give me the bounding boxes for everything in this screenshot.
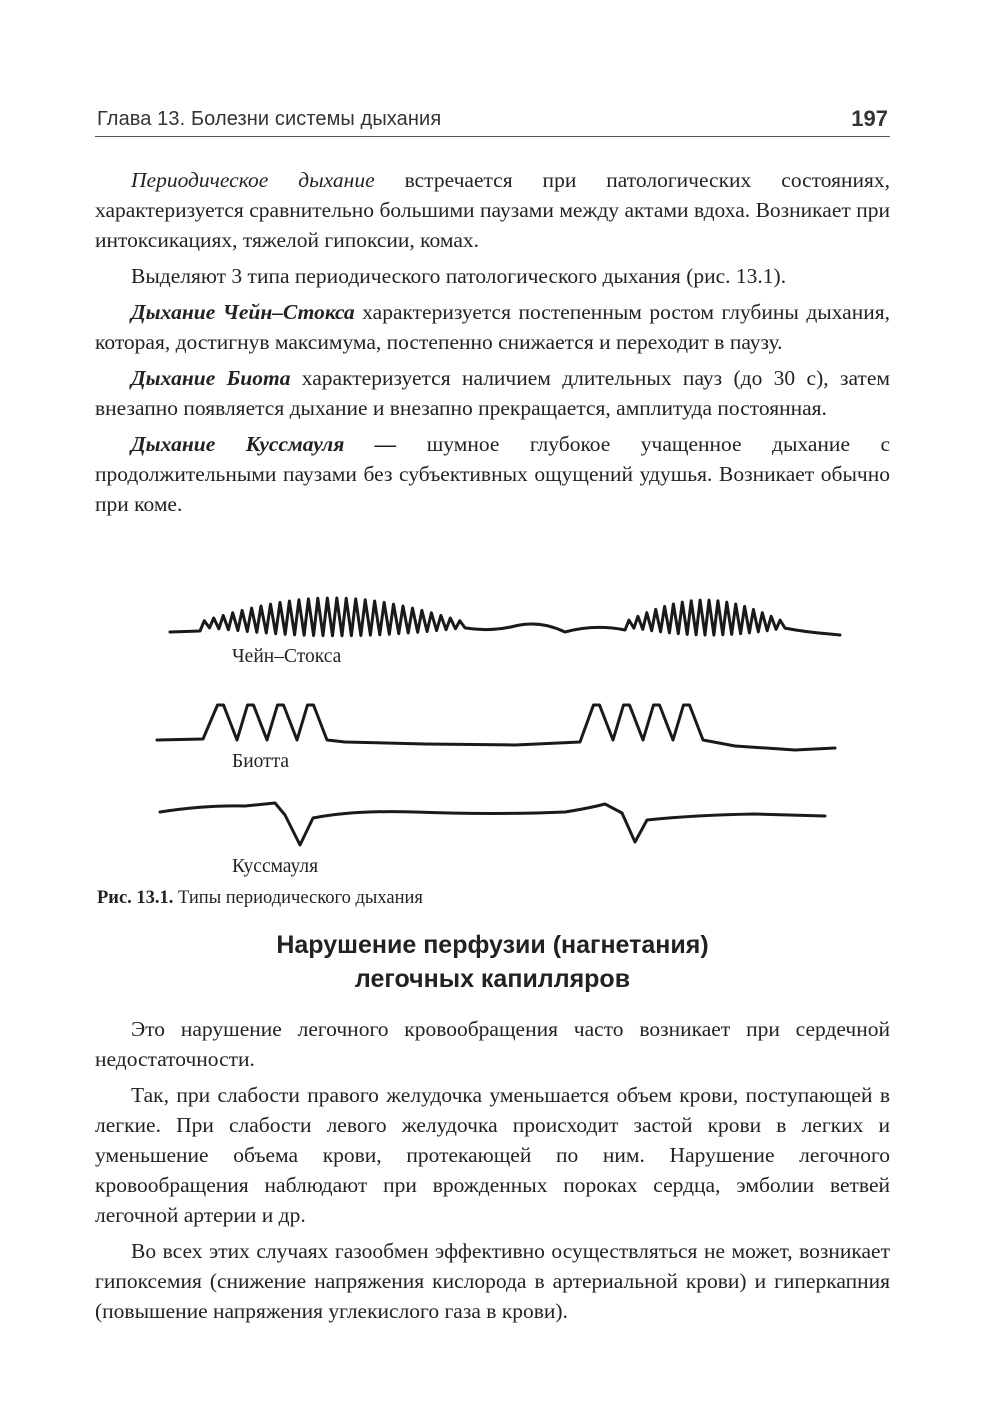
- paragraph-text: шумное глубокое учащенное дыхание с продолжительными паузами без субъективных ощущений удушья. Возникает обычно при коме.: [95, 432, 890, 516]
- page-number: 197: [851, 106, 888, 131]
- paragraph: Во всех этих случаях газообмен эффективно осуществляться не может, возникает гипоксемия (снижение напряжения кислорода в артериальной крови) и гиперкапния (повышение напряжения углекислого газа в крови).: [95, 1239, 890, 1323]
- term-biot: Дыхание Биота: [131, 366, 291, 390]
- paragraph: [95, 363, 890, 423]
- body-text-bottom: [95, 1014, 890, 1332]
- caption-number: Рис. 13.1.: [97, 888, 174, 908]
- paragraph: [95, 297, 890, 357]
- section-title-line: Нарушение перфузии (нагнетания): [276, 931, 709, 959]
- running-head: Глава 13. Болезни системы дыхания: [97, 108, 442, 130]
- body-text-top: [95, 165, 890, 525]
- figure-caption: [97, 888, 423, 909]
- label-biot: Биотта: [232, 751, 290, 772]
- paragraph-text: встречается при патологических состояниях, характеризуется сравнительно большими паузами между актами вдоха. Возникает при интоксикациях, тяжелой гипоксии, комах.: [95, 168, 891, 252]
- label-kussmaul: Куссмауля: [232, 856, 319, 877]
- figure-breathing-types: [95, 590, 890, 920]
- paragraph: [95, 165, 890, 255]
- term-kussmaul: Дыхание Куссмауля —: [131, 432, 397, 456]
- trace-cheyne-stokes: [170, 598, 840, 636]
- paragraph-text: характеризуется постепенным ростом глубины дыхания, которая, достигнув максимума, постепенно снижается и переходит в паузу.: [95, 300, 890, 354]
- term-cheyne-stokes: Дыхание Чейн–Стокса: [131, 300, 355, 324]
- label-cheyne-stokes: Чейн–Стокса: [232, 646, 342, 667]
- paragraph: [95, 429, 890, 519]
- section-title: [95, 928, 890, 996]
- paragraph-text: характеризуется наличием длительных пауз (до 30 с), затем внезапно появляется дыхание и внезапно прекращается, амплитуда постоянная.: [95, 366, 890, 420]
- page-header: [95, 108, 890, 138]
- term-periodic-breathing: Периодическое дыхание: [131, 168, 375, 192]
- figure-traces: [95, 590, 890, 920]
- paragraph-text: Выделяют 3 типа периодического патологического дыхания (рис. 13.1).: [131, 264, 787, 288]
- paragraph: [95, 261, 890, 291]
- caption-text: Типы периодического дыхания: [173, 888, 423, 908]
- paragraph: Это нарушение легочного кровообращения часто возникает при сердечной недостаточности.: [95, 1017, 890, 1071]
- section-title-line: легочных капилляров: [354, 965, 631, 993]
- header-rule: [95, 136, 890, 137]
- trace-kussmaul: [160, 803, 825, 845]
- trace-biot: [157, 705, 835, 750]
- paragraph: Так, при слабости правого желудочка уменьшается объем крови, поступающей в легкие. При слабости левого желудочка происходит застой крови в легких и уменьшение объема крови, протекающей по ним. Нарушение легочного кровообращения наблюдают при врожденных пороках сердца, эмболии ветвей легочной артерии и др.: [95, 1083, 890, 1227]
